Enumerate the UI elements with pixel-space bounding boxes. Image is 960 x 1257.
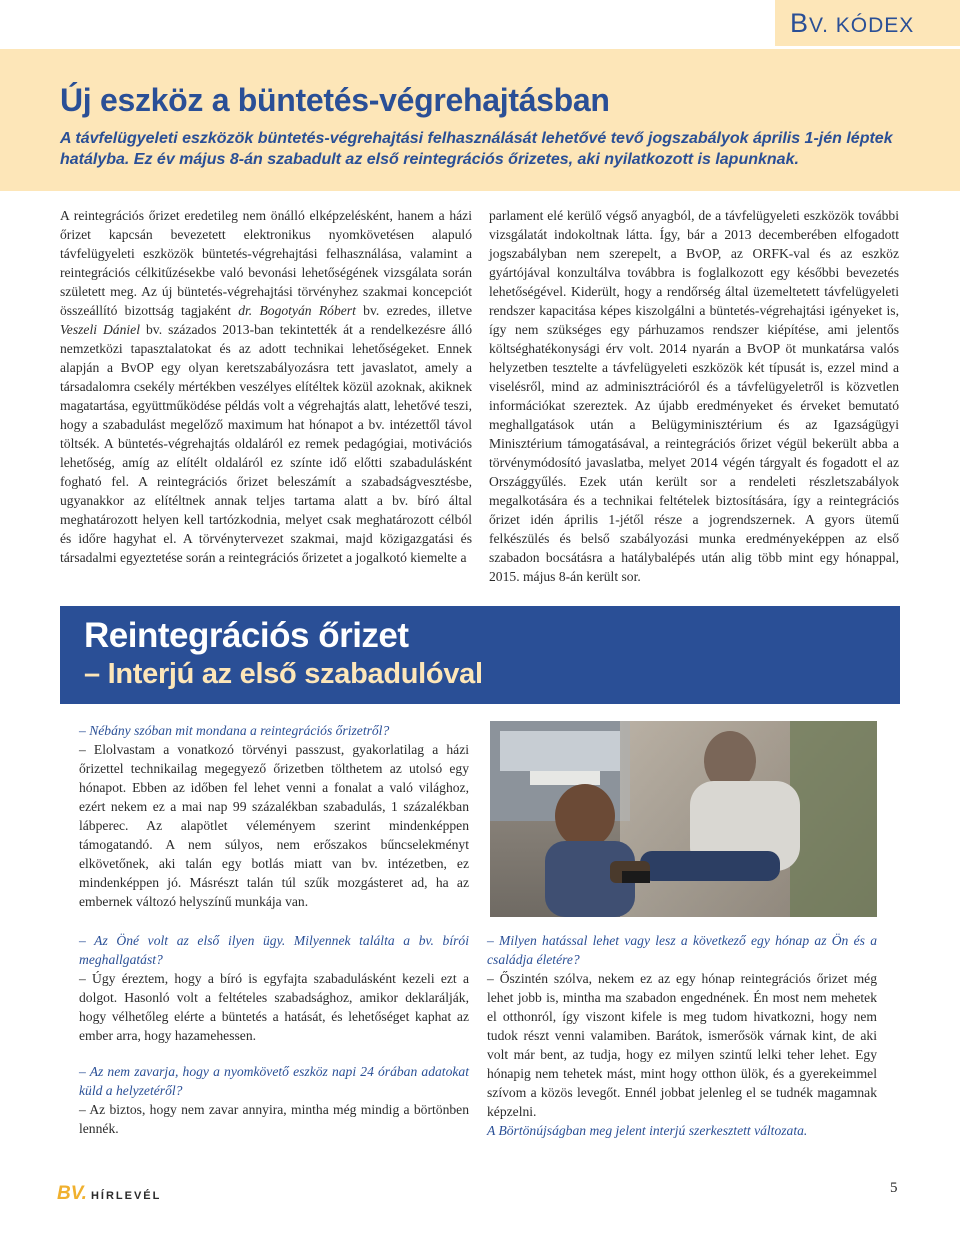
interview-answer: – Elolvastam a vonatkozó törvényi passzust, gyakorlatilag a házi őrizettel technikailag megegyező őrizetben tölthetem az utolsó egy hónapot. Ebben az időben fel lehet venni a fonalat a való világhoz, ezért nekem ez a mai nap 99 százalékban szabadulás, 1 százalékban lábperec. Az alapötlet véleményem szerint mindenképpen támogatandó. A nem súlyos, nem erőszakos bűncselekményt elkövetőnek, aki talán egy botlás miatt van bv. intézetben, ez mindenképpen jó. Másrészt talán túl szűk mozgásteret ad, ha az embernek változó helyszínű munkája van. <box>79 742 469 909</box>
article-column-right <box>489 206 899 586</box>
interview-answer: – Úgy éreztem, hogy a bíró is egyfajta szabadulásként kezeli ezt a dolgot. Hasonló volt a feltételes szabadsághoz, amikor deklarálják, hogy vélhetőleg elérte a büntetés a hatását, és lehetőséget kaphat az ember arra, hogy hazamehessen. <box>79 971 469 1043</box>
interview-title: Reintegrációs őrizet <box>84 616 409 655</box>
newsletter-logo: BV. HÍRLEVÉL <box>57 1183 162 1204</box>
interview-block <box>79 1062 469 1138</box>
article-paragraph: parlament elé kerülő végső anyagból, de a távfelügyeleti eszközök további vizsgálatát indokoltnak látta. Így, bár a 2013 decemberében elfogadott jogszabályban nem szerepelt, a BvOP, az ORFK-val és az eszköz gyártójával konzultálva továbbra is foglalkozott egy későbbi bevezetés lehetőségével. Kiderült, hogy a rendőrség által üzemeltetett távfelügyeleti rendszer kapacitása képes kiszolgálni a büntetés-végrehajtási igényeket is, így nem szükséges egy párhuzamos rendszer kiépítése, ami jelentős költséghatékonysági érv volt. 2014 nyarán a BvOP öt munkatársa valós helyzetben tesztelte a távfelügyeleti eszközök két típusát is, ezzel mind a viselésről, mind az adminisztrációról és a távfelügyeletről is közvetlen információkat szereztek. Az újabb eredményeket és érveket bemutató meghallgatások után a Belügyminisztérium és az Igazságügyi Minisztérium támogatásával, a reintegrációs őrizet végül bekerült abba a törvénymódosító javaslatba, melyet 2014 végén tárgyalt és fogadott el az Országgyűlés. Ezek után került sor a rendeleti részletszabályok megalkotására és a technikai feltételek biztosítására, így a reintegrációs őrizet idén április 1-jétől része a jogrendszernek. A gyors ütemű felkészülés és belső szabályozási munka eredményeképpen az első szabadon bocsátásra a hatálybalépés után alig több mint egy hónappal, 2015. május 8-án került sor. <box>489 208 899 584</box>
interview-answer: – Az biztos, hogy nem zavar annyira, mintha még mindig a börtönben lennék. <box>79 1102 469 1136</box>
interview-photo <box>490 721 877 917</box>
source-credit: A Börtönújságban meg jelent interjú szerkesztett változata. <box>487 1123 808 1138</box>
interview-question: – Nébány szóban mit mondana a reintegrációs őrizetről? <box>79 723 390 738</box>
person-name: Veszeli Dániel <box>60 322 140 337</box>
article-title: Új eszköz a büntetés-végrehajtásban <box>60 82 610 118</box>
article-column-left <box>60 206 472 567</box>
interview-block <box>487 931 877 1140</box>
interview-block <box>79 721 469 911</box>
interview-block <box>79 931 469 1045</box>
interview-answer: – Őszintén szólva, nekem ez az egy hónap reintegrációs őrizet még lehet jobb is, mintha ma szabadon engednének. Én most nem mehetek el otthonról, így viszont kifele is meg tudom hivatkozni, hogy nem tudok részt venni valamiben. Barátok, ismerősök várnak kint, de aki volt már bent, az tudja, hogy ez milyen szintű lelki teher lehet. Egy hónapig nem tehetek mást, mint hogy otthon ülök, és a gyerekeimmel szívom a közös levegőt. Ennél jobbat jelenleg el se tudnék magamnak képzelni. <box>487 971 877 1119</box>
article-paragraph: A reintegrációs őrizet eredetileg nem önálló elképzelésként, hanem a házi őrizet kapcsán bevezetett elektronikus nyomkövetésen alapuló távfelügyeleti eszközök büntetés-végrehajtási felhasználása, valamint a reintegrációs célkitűzésekbe való bevonási lehetőségének vizsgálata során született meg. Az új büntetés-végrehajtási törvényhez szakmai koncepciót összeállító bizottság tagjaként dr. Bogotyán Róbert bv. ezredes, illetve Veszeli Dániel bv. százados 2013-ban tekintették át a rendelkezésre álló nemzetközi tapasztalatokat és az adott technikai lehetőségeket. Ennek alapján a BvOP egy olyan keretszabályozásra tett javaslatot, amely a társadalomra csekély mértékben veszélyes elítéltek közül azoknak, akiknek magatartása, együttműködése példás volt a végrehajtás alatt, lehetővé teszi, hogy a szabadulást megelőző maximum hat hónapot a bv. intézettől távol töltsék. A büntetés-végrehajtás oldaláról ez remek pedagógiai, motivációs lehetőség, amíg az elítélt oldaláról ez színte idő előtti szabadulásként fogható fel. A reintegrációs őrizet beleszámít a szabadságvesztésbe, ugyanakkor az elítéltnek annak teljes tartama alatt a bv. bíró által meghatározott helyen kell tartózkodnia, melyet csak meghatározott célból és időre hagyhat el. A törvénytervezet szakmai, majd közigazgatási és társadalmi egyeztetése során a reintegrációs őrizetet a jogalkotó kiemelte a <box>60 208 472 565</box>
interview-question: – Az nem zavarja, hogy a nyomkövető eszköz napi 24 órában adatokat küld a helyzetéről? <box>79 1064 469 1098</box>
person-name: dr. Bogotyán Róbert <box>238 303 356 318</box>
article-lead: A távfelügyeleti eszközök büntetés-végrehajtási felhasználását lehetővé tevő jogszabályok április 1-jén léptek hatályba. Ez év május 8-án szabadult az első reintegrációs őrizetes, aki nyilatkozott is lapunknak. <box>60 130 893 168</box>
page-number: 5 <box>890 1180 898 1196</box>
section-label: BV. KÓDEX <box>790 8 915 38</box>
interview-subtitle: – Interjú az első szabadulóval <box>84 658 483 690</box>
photo-illustration <box>490 721 877 917</box>
interview-question: – Milyen hatással lehet vagy lesz a következő egy hónap az Ön és a családja életére? <box>487 933 877 967</box>
interview-question: – Az Öné volt az első ilyen ügy. Milyennek találta a bv. bírói meghallgatást? <box>79 933 469 967</box>
